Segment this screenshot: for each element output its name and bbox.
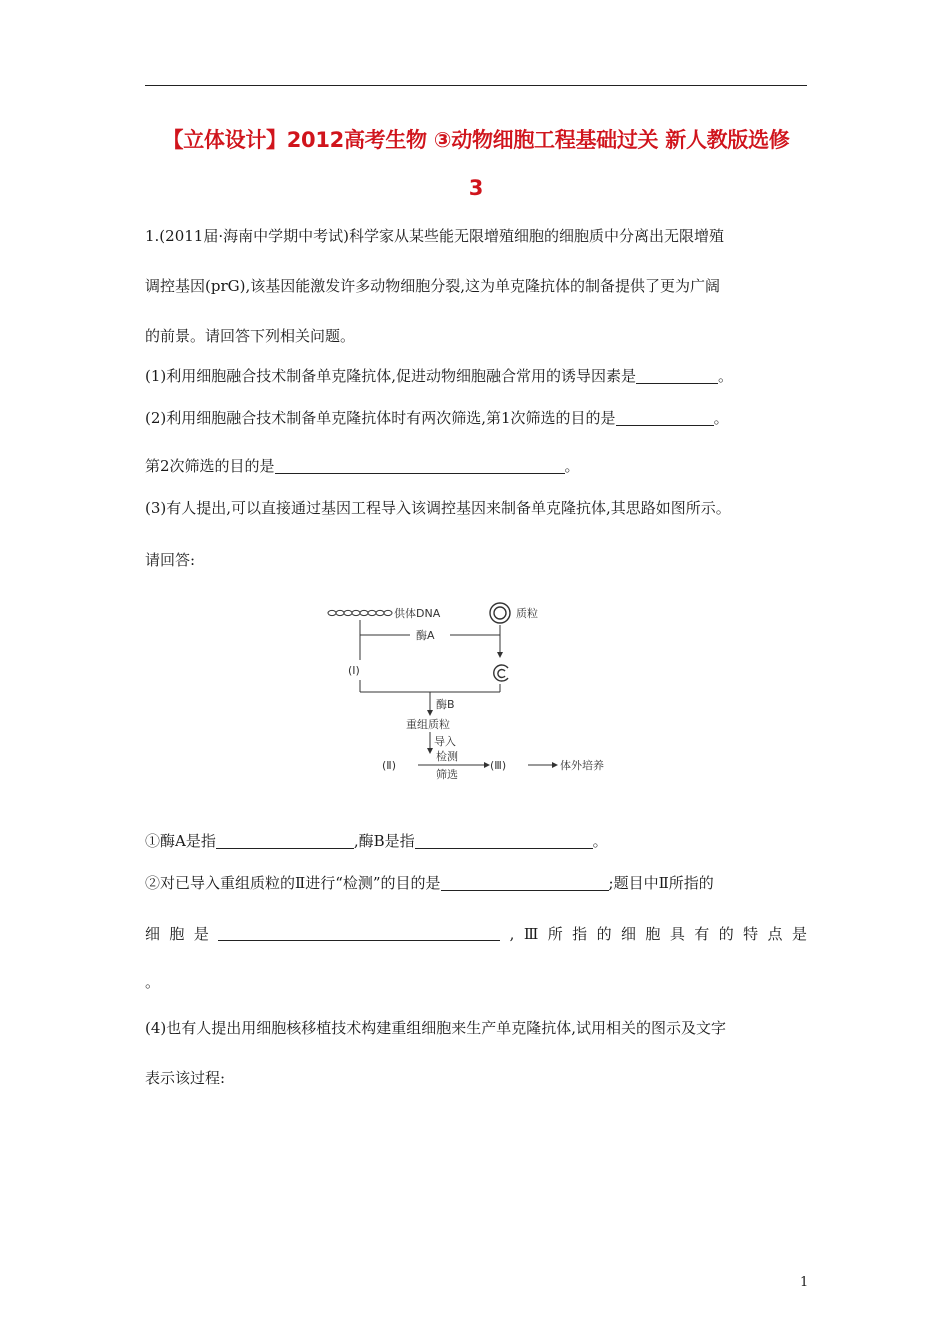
node-2-label: (Ⅱ) [382, 759, 396, 772]
donor-dna-label: 供体DNA [394, 607, 441, 620]
answer-blank [441, 874, 609, 891]
word: 是 [193, 925, 209, 943]
plasmid-label: 质粒 [516, 607, 538, 620]
word: 点 [767, 925, 783, 943]
answer-blank [275, 457, 565, 474]
enzyme-a-label: 酶A [416, 629, 435, 642]
page-number: 1 [800, 1275, 809, 1290]
question-intro-line-1: 1.(2011届·海南中学期中考试)科学家从某些能无限增殖细胞的细胞质中分离出无限增殖 [145, 227, 724, 245]
word: 特 [743, 925, 759, 943]
subquestion-2-text: (2)利用细胞融合技术制备单克隆抗体时有两次筛选,第1次筛选的目的是 [145, 409, 616, 427]
word: 细 [145, 925, 161, 943]
subquestion-3-part-2-continued [145, 924, 810, 944]
subquestion-3-part-1 [145, 831, 810, 851]
cell-ii-question: ;题目中Ⅱ所指的 [608, 874, 714, 892]
subquestion-4: (4)也有人提出用细胞核移植技术构建重组细胞来生产单克隆抗体,试用相关的图示及文字 [145, 1019, 727, 1037]
period: 。 [592, 832, 608, 850]
detect-purpose-question: ②对已导入重组质粒的Ⅱ进行“检测”的目的是 [145, 874, 441, 892]
word: 有 [694, 925, 710, 943]
question-intro-line-3: 的前景。请回答下列相关问题。 [145, 327, 356, 345]
enzyme-b-question: ,酶B是指 [353, 832, 415, 850]
gene-engineering-diagram [322, 598, 642, 784]
cut-plasmid-icon [494, 665, 508, 681]
subquestion-3-prompt: 请回答: [145, 551, 196, 569]
donor-dna-chain-icon [328, 610, 392, 615]
document-title-continued: 3 [468, 176, 484, 200]
period: 。 [718, 367, 734, 385]
enzyme-b-label: 酶B [436, 698, 455, 711]
answer-blank [415, 832, 593, 849]
subquestion-2b-text: 第2次筛选的目的是 [145, 457, 275, 475]
subquestion-3: (3)有人提出,可以直接通过基因工程导入该调控基因来制备单克隆抗体,其思路如图所示。 [145, 499, 731, 517]
word: 是 [791, 925, 807, 943]
word: 胞 [169, 925, 185, 943]
subquestion-2b [145, 456, 810, 476]
node-1-label: (Ⅰ) [348, 664, 360, 677]
answer-blank [616, 409, 714, 426]
subquestion-2 [145, 408, 810, 428]
culture-arrow [528, 762, 558, 768]
word: 所 [547, 925, 563, 943]
word: 的 [718, 925, 734, 943]
answer-blank [218, 924, 500, 941]
word: , [509, 925, 515, 943]
subquestion-4-prompt: 表示该过程: [145, 1069, 226, 1087]
enzyme-b-connector [360, 680, 500, 716]
answer-blank [636, 367, 718, 384]
period: 。 [713, 409, 729, 427]
screen-label: 筛选 [436, 768, 458, 781]
subquestion-3-part-2-end: 。 [145, 973, 161, 991]
word: 细 [621, 925, 637, 943]
culture-label: 体外培养 [560, 759, 604, 772]
detect-label: 检测 [436, 750, 458, 763]
document-title: 【立体设计】2012高考生物 ③动物细胞工程基础过关 新人教版选修 [162, 128, 790, 152]
word: Ⅲ [523, 925, 539, 943]
import-arrow [427, 732, 433, 754]
plasmid-icon [490, 603, 510, 623]
enzyme-a-question: ①酶A是指 [145, 832, 216, 850]
recombinant-plasmid-label: 重组质粒 [406, 718, 450, 731]
subquestion-3-part-2 [145, 873, 810, 893]
question-intro-line-2: 调控基因(prG),该基因能激发许多动物细胞分裂,这为单克隆抗体的制备提供了更为广阔 [145, 277, 720, 295]
header-rule [145, 85, 807, 86]
subquestion-1 [145, 366, 810, 386]
word: 胞 [645, 925, 661, 943]
word: 具 [669, 925, 685, 943]
word: 的 [596, 925, 612, 943]
answer-blank [216, 832, 354, 849]
word: 指 [572, 925, 588, 943]
subquestion-1-text: (1)利用细胞融合技术制备单克隆抗体,促进动物细胞融合常用的诱导因素是 [145, 367, 637, 385]
node-3-label: (Ⅲ) [490, 759, 507, 772]
period: 。 [564, 457, 580, 475]
import-label: 导入 [434, 735, 456, 748]
